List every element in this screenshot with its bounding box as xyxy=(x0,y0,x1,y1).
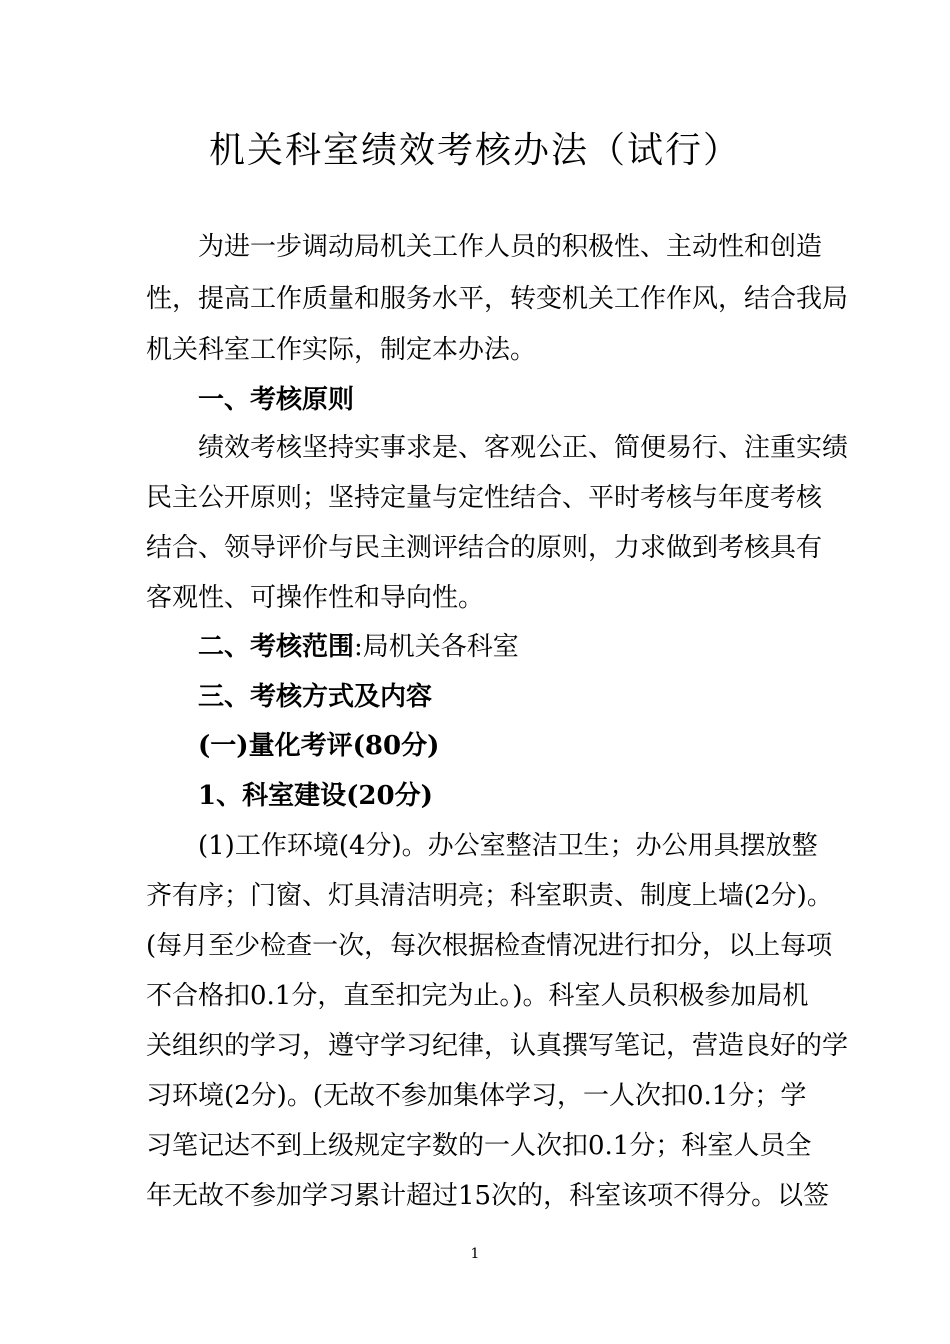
section1-heading: 一、考核原则 xyxy=(198,385,355,415)
item1-line-1: (1)工作环境(4分)。办公室整洁卫生；办公用具摆放整 xyxy=(198,831,818,861)
item1-line-8: 年无故不参加学习累计超过15次的，科室该项不得分。以签 xyxy=(146,1181,830,1211)
section1-line-3: 结合、领导评价与民主测评结合的原则，力求做到考核具有 xyxy=(146,533,823,563)
section2-line xyxy=(146,622,806,672)
document-title: 机关科室绩效考核办法（试行） xyxy=(208,130,741,171)
intro-line-3: 机关科室工作实际，制定本办法。 xyxy=(146,335,537,365)
section2-text: :局机关各科室 xyxy=(354,632,519,662)
section1-line-2: 民主公开原则；坚持定量与定性结合、平时考核与年度考核 xyxy=(146,483,823,513)
page-number: 1 xyxy=(470,1246,480,1262)
intro-line-2: 性，提高工作质量和服务水平，转变机关工作作风，结合我局 xyxy=(146,284,849,314)
intro-line-1: 为进一步调动局机关工作人员的积极性、主动性和创造 xyxy=(198,232,823,262)
section2-heading: 二、考核范围 xyxy=(198,632,355,662)
subsection-heading: (一)量化考评(80分) xyxy=(198,731,440,761)
item1-heading: 1、科室建设(20分) xyxy=(198,781,433,811)
item1-line-2: 齐有序；门窗、灯具清洁明亮；科室职责、制度上墙(2分)。 xyxy=(146,881,833,911)
item1-line-7: 习笔记达不到上级规定字数的一人次扣0.1分；科室人员全 xyxy=(146,1131,812,1161)
item1-line-3: (每月至少检查一次，每次根据检查情况进行扣分，以上每项 xyxy=(146,931,833,961)
section3-heading: 三、考核方式及内容 xyxy=(198,682,433,712)
item1-line-5: 关组织的学习，遵守学习纪律，认真撰写笔记，营造良好的学 xyxy=(146,1031,849,1061)
item1-line-6: 习环境(2分)。(无故不参加集体学习，一人次扣0.1分；学 xyxy=(146,1081,807,1111)
section1-line-1: 绩效考核坚持实事求是、客观公正、简便易行、注重实绩 xyxy=(198,433,849,463)
item1-line-4: 不合格扣0.1分，直至扣完为止。)。科室人员积极参加局机 xyxy=(146,981,809,1011)
section1-line-4: 客观性、可操作性和导向性。 xyxy=(146,583,485,613)
